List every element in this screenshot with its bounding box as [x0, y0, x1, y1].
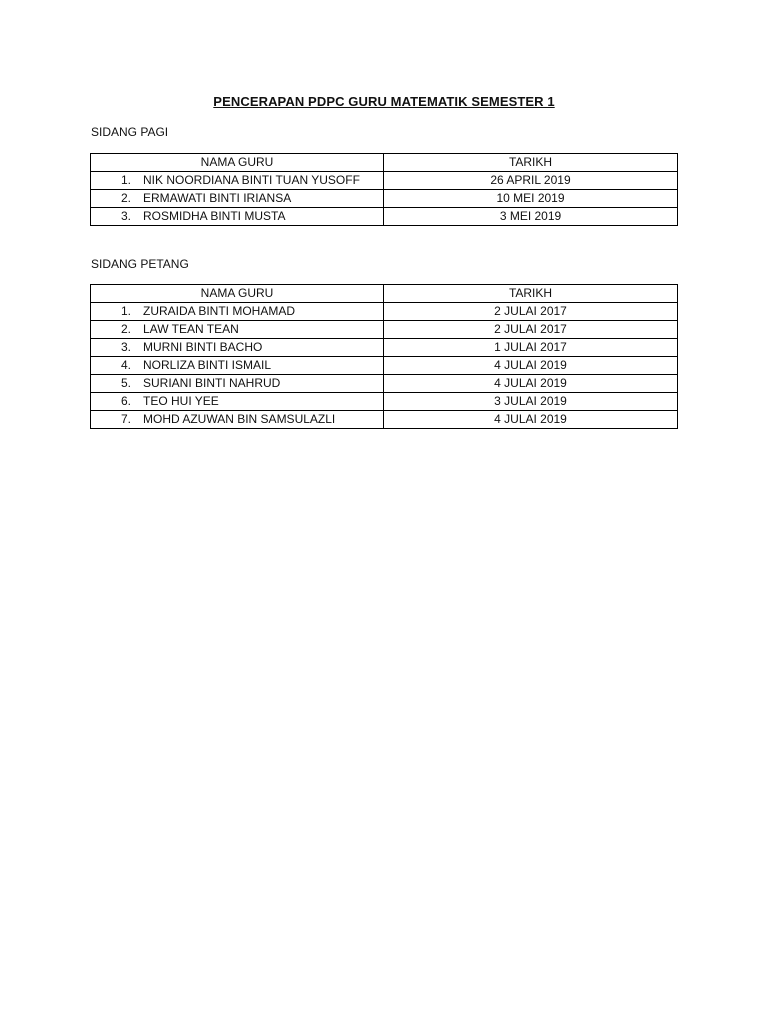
table-row: [91, 190, 678, 208]
table-row: [91, 411, 678, 429]
table-row: [91, 357, 678, 375]
table-sidang-pagi: [90, 153, 678, 226]
teacher-name: MOHD AZUWAN BIN SAMSULAZLI: [143, 412, 336, 426]
cell-tarikh: 10 MEI 2019: [384, 190, 678, 208]
table-row: [91, 339, 678, 357]
cell-tarikh: 2 JULAI 2017: [384, 321, 678, 339]
row-number: 2.: [120, 191, 131, 205]
table-row: [91, 321, 678, 339]
table-body-pagi: [91, 172, 678, 226]
table-row: [91, 208, 678, 226]
cell-nama-guru: [91, 321, 384, 339]
table-header-row: [91, 154, 678, 172]
cell-nama-guru: [91, 375, 384, 393]
section-label-pagi: SIDANG PAGI: [91, 125, 169, 139]
cell-tarikh: 3 MEI 2019: [384, 208, 678, 226]
cell-nama-guru: [91, 208, 384, 226]
teacher-name: LAW TEAN TEAN: [143, 322, 239, 336]
document-title: PENCERAPAN PDPC GURU MATEMATIK SEMESTER 1: [213, 94, 555, 109]
column-header-tarikh: TARIKH: [384, 285, 678, 303]
cell-nama-guru: [91, 357, 384, 375]
table-row: [91, 375, 678, 393]
table-row: [91, 303, 678, 321]
teacher-name: NIK NOORDIANA BINTI TUAN YUSOFF: [143, 173, 360, 187]
row-number: 2.: [120, 322, 131, 336]
row-number: 1.: [120, 304, 131, 318]
row-number: 6.: [120, 394, 131, 408]
cell-tarikh: 3 JULAI 2019: [384, 393, 678, 411]
cell-tarikh: 2 JULAI 2017: [384, 303, 678, 321]
column-header-nama-guru: NAMA GURU: [91, 285, 384, 303]
cell-tarikh: 4 JULAI 2019: [384, 357, 678, 375]
row-number: 3.: [120, 340, 131, 354]
row-number: 5.: [120, 376, 131, 390]
cell-tarikh: 4 JULAI 2019: [384, 411, 678, 429]
teacher-name: SURIANI BINTI NAHRUD: [143, 376, 281, 390]
cell-nama-guru: [91, 411, 384, 429]
table-body-petang: [91, 303, 678, 429]
cell-nama-guru: [91, 190, 384, 208]
row-number: 3.: [120, 209, 131, 223]
cell-tarikh: 26 APRIL 2019: [384, 172, 678, 190]
table-row: [91, 393, 678, 411]
cell-tarikh: 4 JULAI 2019: [384, 375, 678, 393]
cell-nama-guru: [91, 393, 384, 411]
teacher-name: MURNI BINTI BACHO: [143, 340, 263, 354]
table-sidang-petang: [90, 284, 678, 429]
row-number: 1.: [120, 173, 131, 187]
column-header-tarikh: TARIKH: [384, 154, 678, 172]
teacher-name: NORLIZA BINTI ISMAIL: [143, 358, 272, 372]
section-label-petang: SIDANG PETANG: [91, 257, 189, 271]
teacher-name: TEO HUI YEE: [143, 394, 219, 408]
teacher-name: ROSMIDHA BINTI MUSTA: [143, 209, 286, 223]
teacher-name: ZURAIDA BINTI MOHAMAD: [143, 304, 296, 318]
cell-tarikh: 1 JULAI 2017: [384, 339, 678, 357]
cell-nama-guru: [91, 303, 384, 321]
cell-nama-guru: [91, 172, 384, 190]
table-header-row: [91, 285, 678, 303]
table-row: [91, 172, 678, 190]
row-number: 7.: [120, 412, 131, 426]
column-header-nama-guru: NAMA GURU: [91, 154, 384, 172]
row-number: 4.: [120, 358, 131, 372]
teacher-name: ERMAWATI BINTI IRIANSA: [143, 191, 292, 205]
cell-nama-guru: [91, 339, 384, 357]
